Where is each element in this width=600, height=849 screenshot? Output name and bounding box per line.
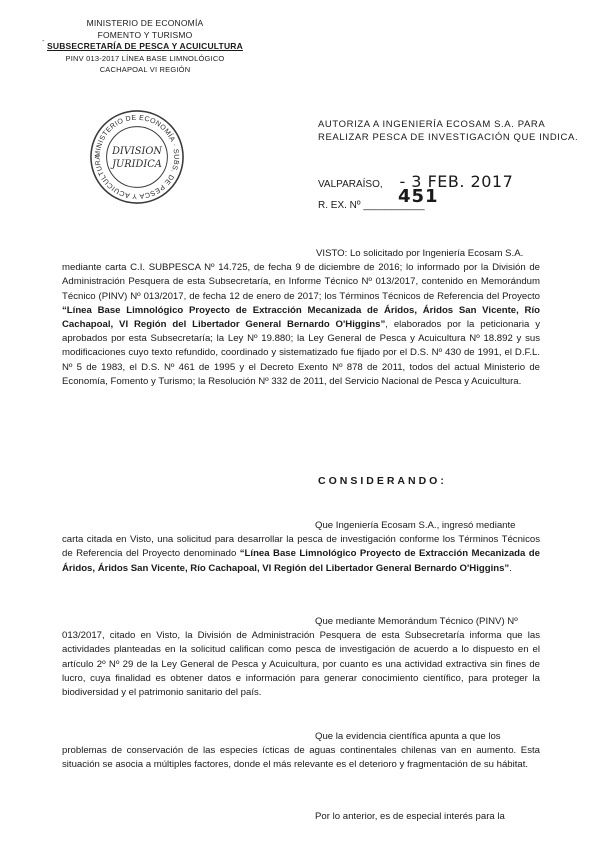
resolution-subject (318, 118, 579, 144)
considerando-paragraph-2 (62, 615, 540, 700)
c1-body-before: carta citada en Visto, una solicitud para desarrollar la pesca de investigación conforme los Términos Técnicos de Referencia del Proyecto denominado (62, 534, 540, 560)
stamp-center-line1: DIVISION (112, 146, 162, 158)
stamp-center-line2: JURIDICA (112, 158, 162, 170)
considerando-paragraph-3 (62, 730, 540, 773)
visto-paragraph (62, 247, 540, 389)
c4-first-line: Por lo anterior, es de especial interés para la (315, 811, 505, 822)
c1-first-line: Que Ingeniería Ecosam S.A., ingresó mediante (315, 520, 516, 531)
subject-line2: REALIZAR PESCA DE INVESTIGACIÓN QUE INDICA. (318, 132, 579, 143)
c1-project-title: “Línea Base Limnológico Proyecto de Extracción Mecanizada de Áridos, Áridos San Vicente, Río Cachapoal, VI Región del Libertador General Bernardo O'Higgins” (62, 548, 540, 574)
resolution-number-row (318, 186, 439, 211)
visto-body-after: , elaborados por la peticionaria y aprobados por esta Subsecretaría; la Ley Nº 19.880; la Ley General de Pesca y Acuicultura Nº 18.892 y sus modificaciones cuyo texto refundido, coordinado y sistematizado fue fijado por el D.S. Nº 430 de 1991, el D.F.L. Nº 5 de 1983, el D.S. Nº 461 de 1995 y el Decreto Exento Nº 878 de 2011, todos del actual Ministerio de Economía, Fomento y Turismo; la Resolución Nº 332 de 2011, del Servicio Nacional de Pesca y Acuicultura. (62, 319, 540, 387)
resolution-number: 451 (398, 186, 439, 207)
corner-mark: - (42, 36, 45, 45)
reference-line1: PINV 013-2017 LÍNEA BASE LIMNOLÓGICO (65, 53, 225, 63)
reference-line2: CACHAPOAL VI REGIÓN (99, 65, 191, 74)
date-place: VALPARAÍSO, (318, 179, 383, 190)
stamp-ring-text: MINISTERIO DE ECONOMÍA · SUBS. DE PESCA Y ACUICULTURA (94, 114, 180, 200)
c2-first-line: Que mediante Memorándum Técnico (PINV) Nº (315, 616, 518, 627)
considerando-paragraph-1 (62, 519, 540, 576)
resolution-label: R. EX. Nº ___________ (318, 200, 425, 211)
visto-project-title: “Línea Base Limnológico Proyecto de Extracción Mecanizada de Áridos, Áridos San Vicente, Río Cachapoal, VI Región del Libertador General Bernardo O'Higgins” (62, 304, 540, 331)
ministry-name-line1: MINISTERIO DE ECONOMÍA (86, 18, 204, 28)
c3-first-line: Que la evidencia científica apunta a que los (315, 731, 501, 742)
c2-body: 013/2017, citado en Visto, la División de Administración Pesquera de esta Subsecretaría informa que las actividades planteadas en la solicitud califican como pesca de investigación de acuerdo a lo dispuesto en el artículo 2º Nº 29 de la Ley General de Pesca y Acuicultura, por cuanto es una actividad extractiva sin fines de lucro, cuya finalidad es obtener datos e información para generar conocimiento científico, para proteger la biodiversidad y el patrimonio sanitario del país. (62, 630, 540, 699)
ministry-header (20, 18, 270, 76)
considerando-paragraph-4 (62, 810, 540, 824)
visto-body-before: mediante carta C.I. SUBPESCA Nº 14.725, de fecha 9 de diciembre de 2016; lo informado por la División de Administración Pesquera de esta Subsecretaría, en Informe Técnico Nº 013/2017, contenido en Memorándum Técnico (PINV) Nº 013/2017, de fecha 12 de enero de 2017; los Términos Técnicos de Referencia del Proyecto (62, 262, 540, 302)
visto-first-line: VISTO: Lo solicitado por Ingeniería Ecosam S.A. (316, 248, 524, 259)
division-juridica-stamp (88, 108, 186, 206)
subject-line1: AUTORIZA A INGENIERÍA ECOSAM S.A. PARA (318, 119, 546, 130)
c1-body-after: . (509, 562, 512, 574)
considerando-heading: CONSIDERANDO: (318, 475, 447, 487)
ministry-name-line2: FOMENTO Y TURISMO (97, 29, 193, 40)
subsecretaria-name: SUBSECRETARÍA DE PESCA Y ACUICULTURA (47, 41, 243, 51)
date-stamp-value: - 3 FEB. 2017 (399, 172, 514, 191)
c3-body: problemas de conservación de las especies ícticas de aguas continentales chilenas van en aumento. Esta situación se asocia a múltiples factores, donde el más relevante es el deterioro y fragmentación de su hábitat. (62, 745, 540, 771)
